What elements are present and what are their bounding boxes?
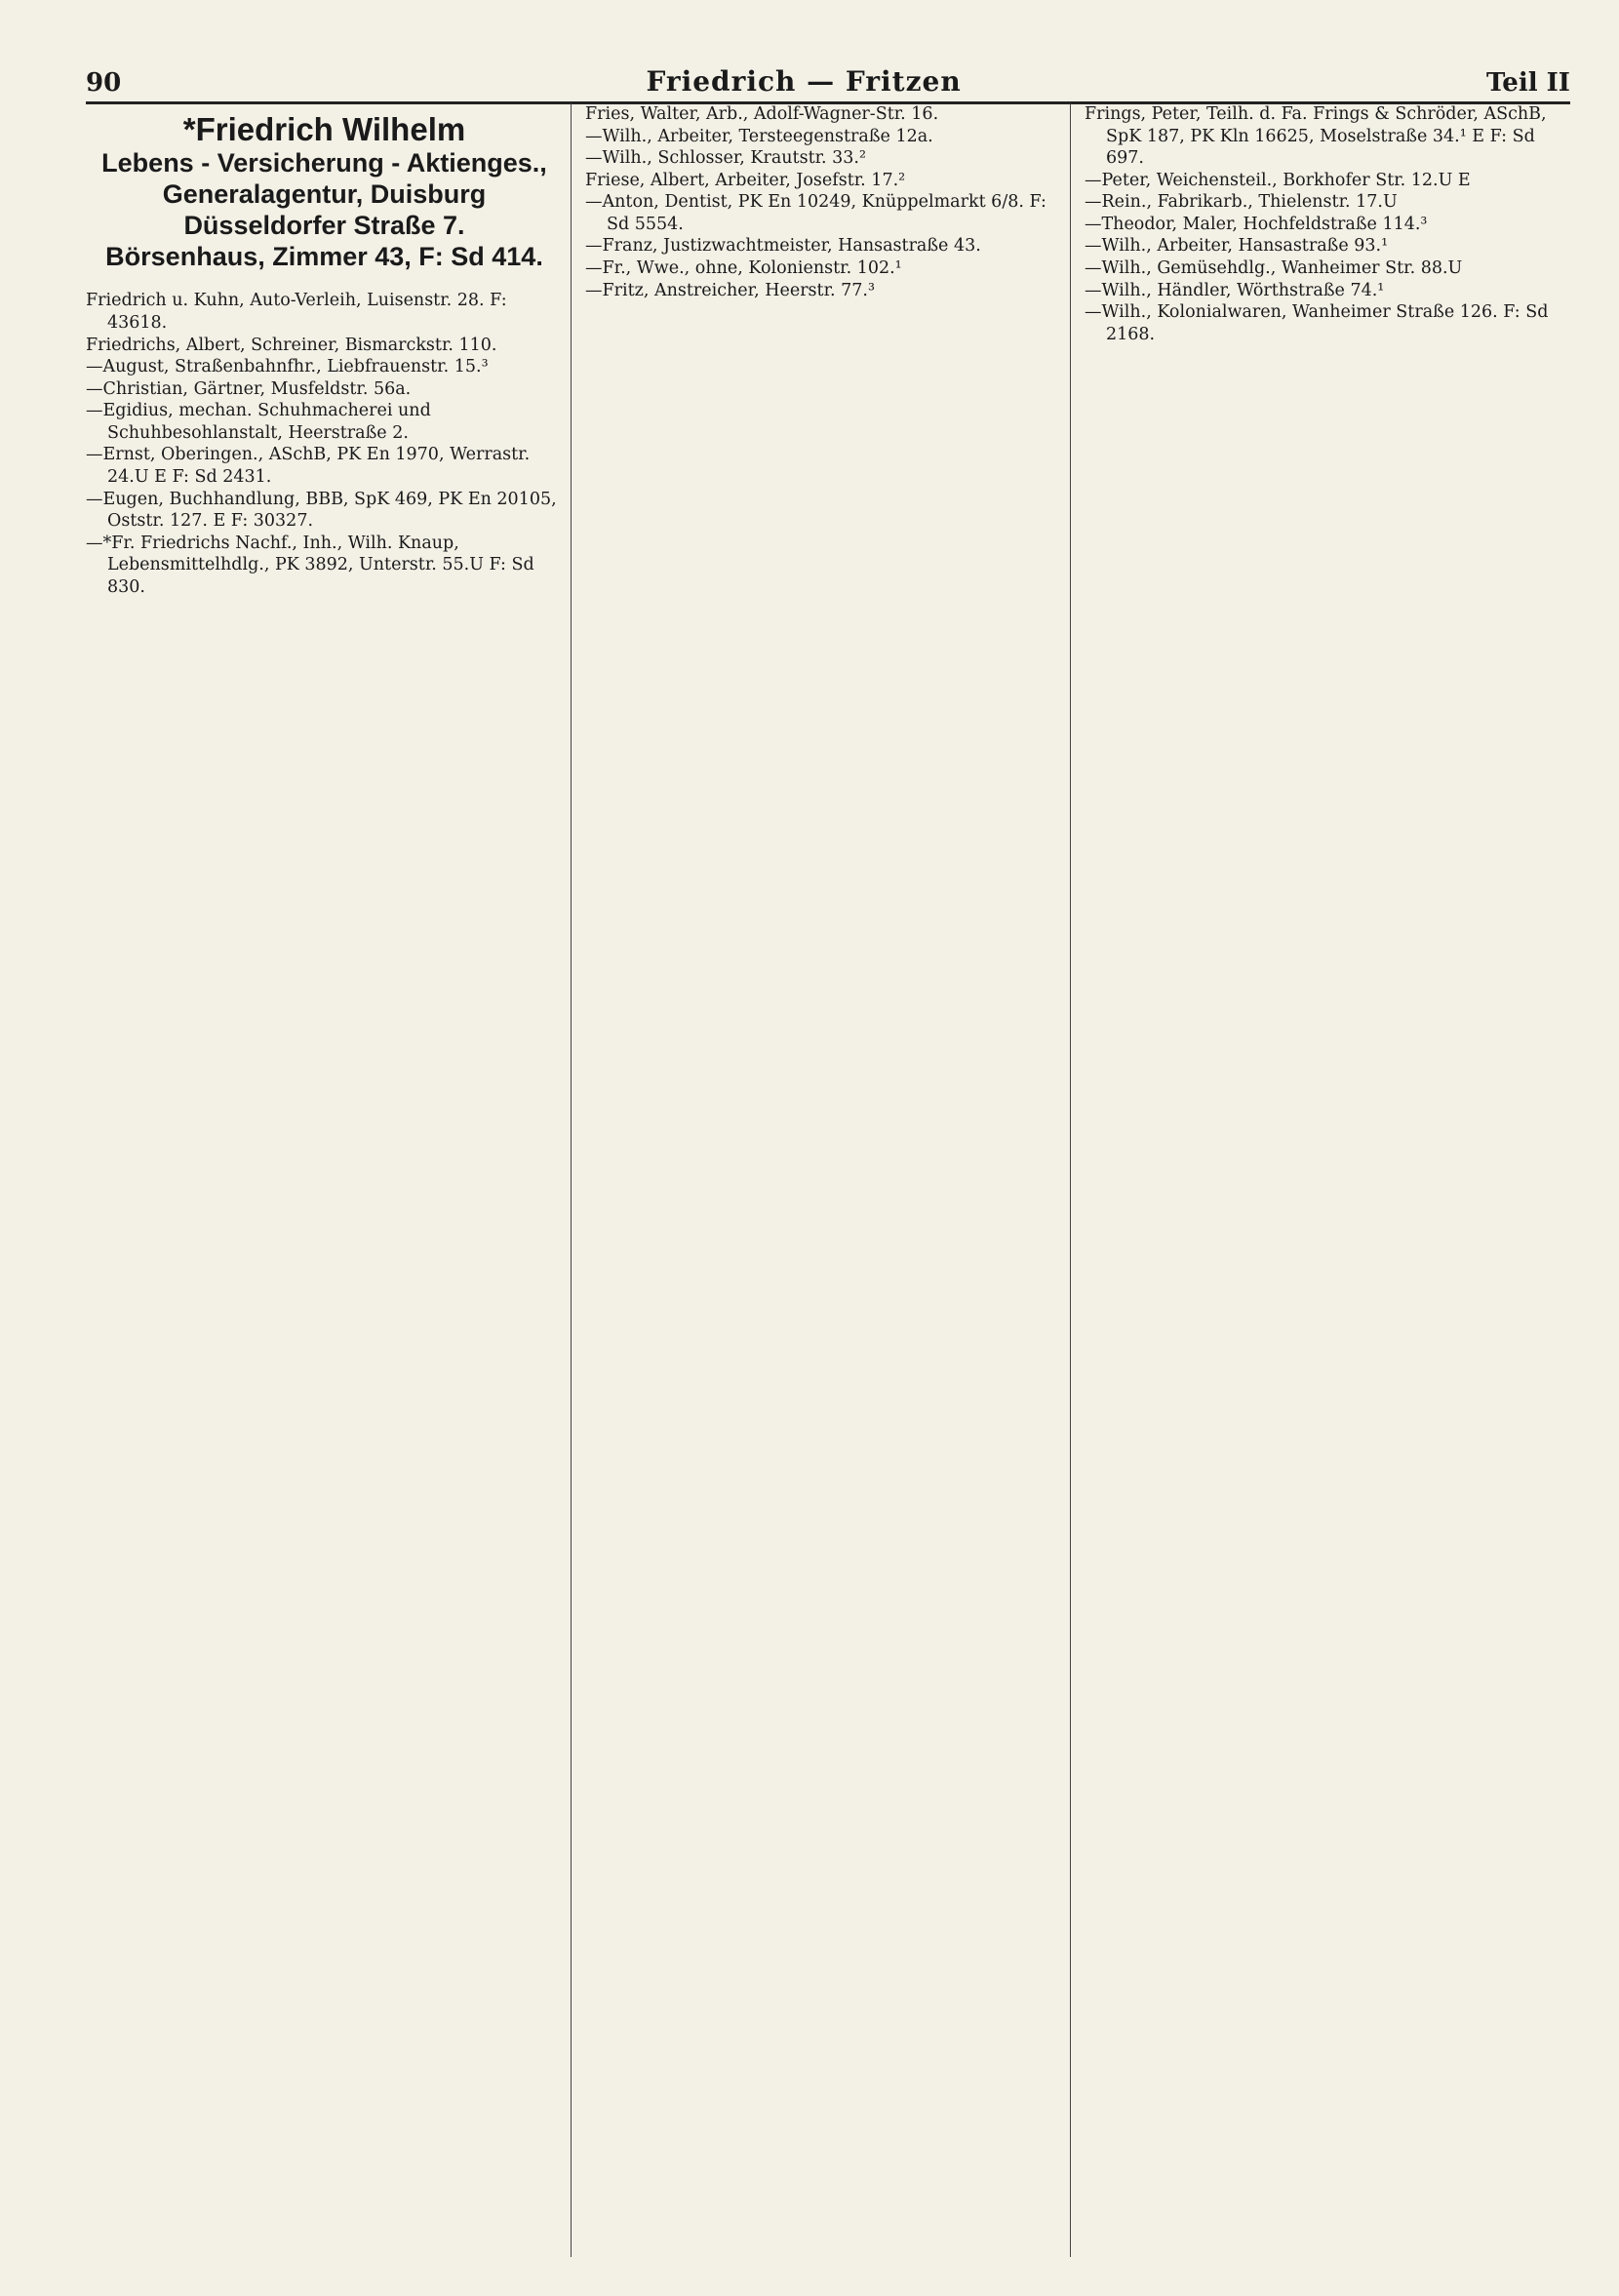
directory-entry: —Wilh., Gemüsehdlg., Wanheimer Str. 88.U bbox=[1085, 257, 1463, 278]
directory-entry: —Ernst, Oberingen., ASchB, PK En 1970, Werrastr. 24.U E F: Sd 2431. bbox=[86, 445, 531, 487]
directory-entry: —August, Straßenbahnfhr., Liebfrauenstr. 15.³ bbox=[86, 357, 489, 377]
page-header bbox=[86, 59, 1570, 104]
directory-entry: —Eugen, Buchhandlung, BBB, SpK 469, PK En 20105, Oststr. 127. E F: 30327. bbox=[86, 489, 557, 532]
directory-columns bbox=[86, 103, 1570, 2257]
directory-entry: —Fritz, Anstreicher, Heerstr. 77.³ bbox=[585, 280, 875, 300]
directory-entry: Frings, Peter, Teilh. d. Fa. Frings & Schröder, ASchB, SpK 187, PK Kln 16625, Moselstraße 34.¹ E F: Sd 697. bbox=[1085, 104, 1547, 169]
advertisement-line: Düsseldorfer Straße 7. bbox=[183, 210, 465, 240]
advertisement-line: Generalagentur, Duisburg bbox=[162, 178, 487, 209]
directory-entry: —Egidius, mechan. Schuhmacherei und Schuhbesohlanstalt, Heerstraße 2. bbox=[86, 401, 431, 443]
directory-entry: Friedrichs, Albert, Schreiner, Bismarckstr. 110. bbox=[86, 335, 497, 355]
directory-entry: —Christian, Gärtner, Musfeldstr. 56a. bbox=[86, 378, 412, 399]
column-right bbox=[1085, 103, 1570, 2257]
page-title: Friedrich — Fritzen bbox=[646, 65, 962, 98]
directory-entry: —Wilh., Schlosser, Krautstr. 33.² bbox=[585, 148, 867, 169]
directory-entry: —Theodor, Maler, Hochfeldstraße 114.³ bbox=[1085, 214, 1428, 234]
directory-entry: —Wilh., Kolonialwaren, Wanheimer Straße 126. F: Sd 2168. bbox=[1085, 302, 1549, 344]
directory-entry: Friese, Albert, Arbeiter, Josefstr. 17.² bbox=[585, 170, 906, 190]
directory-entry: —Wilh., Arbeiter, Hansastraße 93.¹ bbox=[1085, 236, 1389, 257]
page-number: 90 bbox=[86, 68, 122, 98]
advertisement-block bbox=[86, 111, 563, 272]
page-part: Teil II bbox=[1485, 68, 1570, 98]
advertisement-line: Lebens - Versicherung - Aktienges., bbox=[101, 148, 547, 178]
directory-entry: —Franz, Justizwachtmeister, Hansastraße 43. bbox=[585, 236, 981, 257]
directory-entry: Fries, Walter, Arb., Adolf-Wagner-Str. 16. bbox=[585, 104, 939, 124]
directory-entry: —Wilh., Arbeiter, Tersteegenstraße 12a. bbox=[585, 126, 933, 146]
directory-entry: —Wilh., Händler, Wörthstraße 74.¹ bbox=[1085, 280, 1385, 300]
directory-entry: Friedrich u. Kuhn, Auto-Verleih, Luisenstr. 28. F: 43618. bbox=[86, 291, 507, 333]
directory-entry: —Peter, Weichensteil., Borkhofer Str. 12.U E bbox=[1085, 170, 1471, 190]
column-middle bbox=[585, 103, 1071, 2257]
column-left bbox=[86, 103, 572, 2257]
advertisement-name: *Friedrich Wilhelm bbox=[182, 111, 466, 147]
advertisement-line: Börsenhaus, Zimmer 43, F: Sd 414. bbox=[105, 241, 543, 271]
directory-entry: —Rein., Fabrikarb., Thielenstr. 17.U bbox=[1085, 192, 1398, 213]
directory-entry: —Anton, Dentist, PK En 10249, Knüppelmarkt 6/8. F: Sd 5554. bbox=[585, 192, 1046, 234]
directory-entry: —*Fr. Friedrichs Nachf., Inh., Wilh. Knaup, Lebensmittelhdlg., PK 3892, Unterstr. 55.U F: Sd 830. bbox=[86, 533, 534, 597]
directory-entry: —Fr., Wwe., ohne, Kolonienstr. 102.¹ bbox=[585, 257, 902, 278]
